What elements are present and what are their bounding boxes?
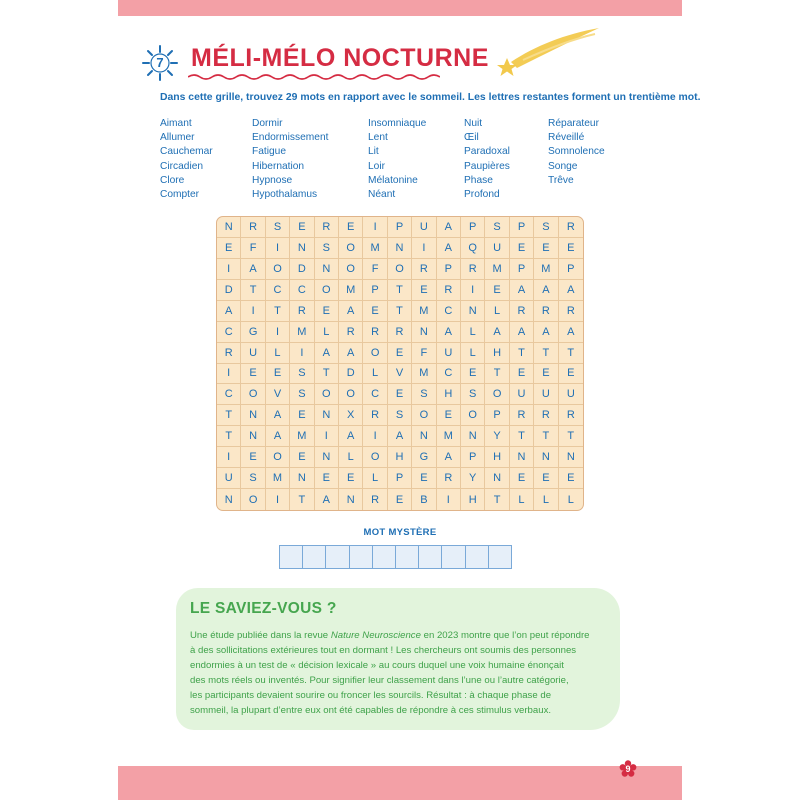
grid-cell[interactable]: O [241,489,265,510]
grid-cell[interactable]: E [388,343,412,364]
grid-cell[interactable]: A [437,322,461,343]
word-item: Nuit [464,118,483,129]
word-item: Endormissement [252,132,329,144]
grid-cell[interactable]: L [363,468,387,489]
grid-cell[interactable]: N [412,426,436,447]
grid-cell[interactable]: C [217,384,241,405]
grid-cell[interactable]: E [339,217,363,238]
grid-cell[interactable]: Y [461,468,485,489]
grid-cell[interactable]: N [241,405,265,426]
fact-line: à des sollicitations extérieures tout en dormant ! Les chercheurs ont soumis des personnes [190,645,577,657]
grid-cell[interactable]: M [534,259,558,280]
grid-cell[interactable]: M [290,322,314,343]
grid-cell[interactable]: O [266,447,290,468]
grid-cell[interactable]: N [461,426,485,447]
grid-cell[interactable]: E [388,489,412,510]
page-number: 9 [625,764,631,774]
fact-line: les participants devaient sourire ou froncer les sourcils. Résultat : à chaque phase de [190,690,552,702]
grid-cell[interactable]: S [266,217,290,238]
grid-cell[interactable]: T [485,489,509,510]
grid-cell[interactable]: P [437,259,461,280]
grid-cell[interactable]: C [266,280,290,301]
grid-cell[interactable]: A [315,343,339,364]
grid-cell[interactable]: I [412,238,436,259]
grid-cell[interactable]: T [559,426,583,447]
grid-cell[interactable]: A [559,280,583,301]
grid-cell[interactable]: V [388,364,412,385]
grid-cell[interactable]: T [534,426,558,447]
grid-cell[interactable]: N [217,217,241,238]
grid-cell[interactable]: H [437,384,461,405]
grid-cell[interactable]: O [461,405,485,426]
grid-cell[interactable]: L [567,493,574,506]
grid-cell[interactable]: E [534,364,558,385]
grid-cell[interactable]: I [217,447,241,468]
grid-cell[interactable]: E [461,364,485,385]
mystery-letter-box[interactable] [465,545,489,569]
grid-cell[interactable]: U [217,468,241,489]
mystery-letter-box[interactable] [302,545,326,569]
grid-cell[interactable]: L [534,489,558,510]
word-list-column-3 [368,117,426,202]
mystery-letter-box[interactable] [418,545,442,569]
grid-cell[interactable]: P [388,217,412,238]
grid-cell[interactable]: A [437,447,461,468]
grid-cell[interactable]: O [315,280,339,301]
grid-cell[interactable]: H [388,447,412,468]
grid-cell[interactable]: M [363,238,387,259]
grid-cell[interactable]: R [510,405,534,426]
grid-cell[interactable]: I [290,343,314,364]
grid-cell[interactable]: I [461,280,485,301]
mystery-letter-box[interactable] [395,545,419,569]
grid-cell[interactable]: H [461,489,485,510]
grid-cell[interactable]: C [437,301,461,322]
exercise-number: 7 [156,55,164,70]
word-list-column-2 [252,117,328,202]
word-item: Phase [464,174,493,186]
grid-cell[interactable]: A [510,280,534,301]
mystery-letter-box[interactable] [325,545,349,569]
word-item: Œil [464,132,479,144]
grid-cell[interactable]: S [485,217,509,238]
grid-cell[interactable]: Y [485,426,509,447]
grid-cell[interactable]: S [290,364,314,385]
grid-cell[interactable]: I [437,489,461,510]
word-item: Allumer [160,132,195,144]
grid-cell[interactable]: O [315,384,339,405]
grid-cell[interactable]: U [412,217,436,238]
word-item: Profond [464,189,500,201]
grid-cell[interactable]: T [510,343,534,364]
grid-cell[interactable]: A [510,322,534,343]
grid-cell[interactable]: P [461,447,485,468]
grid-cell[interactable]: A [241,259,265,280]
grid-cell[interactable]: T [241,280,265,301]
word-item: Hypothalamus [252,189,318,201]
grid-cell[interactable]: L [461,322,485,343]
did-you-know-text [190,628,620,719]
grid-cell[interactable]: A [437,217,461,238]
mystery-letter-box[interactable] [349,545,373,569]
top-band [118,0,682,16]
grid-cell[interactable]: I [266,322,290,343]
grid-cell[interactable]: O [412,405,436,426]
grid-cell[interactable]: A [388,426,412,447]
grid-cell[interactable]: O [388,259,412,280]
grid-cell[interactable]: T [290,489,314,510]
grid-cell[interactable]: N [461,301,485,322]
grid-cell[interactable]: T [534,343,558,364]
grid-cell[interactable]: E [217,238,241,259]
word-item: Mélatonine [368,174,418,186]
grid-cell[interactable]: S [315,238,339,259]
grid-cell[interactable]: N [412,322,436,343]
grid-cell[interactable]: H [485,447,509,468]
grid-cell[interactable]: N [510,447,534,468]
grid-cell[interactable]: N [339,489,363,510]
fact-line [190,628,620,643]
mystery-letter-box[interactable] [488,545,512,569]
grid-cell[interactable]: T [315,364,339,385]
grid-cell[interactable]: H [485,343,509,364]
grid-cell[interactable]: A [315,489,339,510]
grid-cell[interactable]: E [339,468,363,489]
word-search-grid [216,216,584,511]
fact-line-end: en 2023 montre que l’on peut répondre [420,630,590,641]
grid-cell[interactable]: E [510,238,534,259]
grid-cell[interactable]: A [339,301,363,322]
grid-cell[interactable]: I [315,426,339,447]
grid-cell[interactable]: A [437,238,461,259]
grid-cell[interactable]: S [461,384,485,405]
word-item: Réveillé [548,132,585,144]
word-item: Dormir [252,118,283,129]
grid-cell[interactable]: F [363,259,387,280]
grid-cell[interactable]: L [485,301,509,322]
grid-cell[interactable]: E [315,468,339,489]
grid-cell[interactable]: R [363,489,387,510]
grid-cell[interactable]: T [510,426,534,447]
grid-cell[interactable]: A [534,280,558,301]
page-title: MÉLI-MÉLO NOCTURNE [191,44,489,72]
grid-cell[interactable]: E [510,364,534,385]
grid-cell[interactable]: E [241,447,265,468]
grid-cell[interactable]: P [510,217,534,238]
fact-line: endormies à un test de « décision lexicale » au cours duquel une voix humaine énonçait [190,660,564,672]
grid-cell[interactable]: R [510,301,534,322]
word-item: Réparateur [548,118,599,129]
grid-cell[interactable]: E [559,364,583,385]
grid-cell[interactable]: P [388,468,412,489]
word-item: Circadien [160,160,204,172]
grid-cell[interactable]: R [217,343,241,364]
grid-cell[interactable]: T [217,426,241,447]
grid-cell[interactable]: L [315,322,339,343]
grid-cell[interactable]: E [388,384,412,405]
grid-cell[interactable]: T [485,364,509,385]
grid-cell[interactable]: R [388,322,412,343]
grid-cell[interactable]: E [510,468,534,489]
grid-cell[interactable]: G [241,322,265,343]
grid-cell[interactable]: P [559,259,583,280]
word-item: Paupières [464,160,510,172]
grid-cell[interactable]: O [363,343,387,364]
grid-cell[interactable]: E [559,238,583,259]
grid-cell[interactable]: M [412,364,436,385]
grid-cell[interactable]: C [217,322,241,343]
grid-cell[interactable]: E [485,280,509,301]
word-list-column-4 [464,117,510,202]
fact-line-start: Une étude publiée dans la revue [190,630,331,641]
grid-cell[interactable]: O [363,447,387,468]
grid-cell[interactable]: U [437,343,461,364]
grid-cell[interactable]: L [510,489,534,510]
grid-cell[interactable]: U [559,384,583,405]
grid-cell[interactable]: C [363,384,387,405]
grid-cell[interactable]: O [339,384,363,405]
grid-cell[interactable]: N [315,259,339,280]
grid-cell[interactable]: L [461,343,485,364]
word-item: Compter [160,189,200,201]
grid-cell[interactable]: T [266,301,290,322]
grid-cell[interactable]: T [559,343,583,364]
grid-cell[interactable]: Q [461,238,485,259]
shooting-star-icon [495,24,605,76]
grid-cell[interactable]: A [559,322,583,343]
grid-cell[interactable]: N [315,405,339,426]
grid-cell[interactable]: R [363,405,387,426]
grid-cell[interactable]: R [559,301,583,322]
fact-line: des mots réels ou inventés. Pour signifier leur classement dans l’une ou l’autre catégorie, [190,675,569,687]
grid-cell[interactable]: T [388,301,412,322]
grid-cell[interactable]: N [315,447,339,468]
grid-cell[interactable]: A [217,301,241,322]
grid-cell[interactable]: F [241,238,265,259]
grid-cell[interactable]: P [363,280,387,301]
grid-cell[interactable]: E [534,468,558,489]
grid-cell[interactable]: S [412,384,436,405]
journal-name: Nature Neuroscience [330,630,421,641]
word-item: Songe [548,160,578,172]
word-item: Fatigue [252,146,286,158]
word-item: Lent [368,132,388,144]
mystery-letter-box[interactable] [372,545,396,569]
grid-cell[interactable]: N [217,489,241,510]
word-item: Somnolence [548,146,605,158]
grid-cell[interactable]: I [217,259,241,280]
grid-cell[interactable]: O [241,384,265,405]
grid-cell[interactable]: N [290,468,314,489]
word-list-column-5 [548,117,605,188]
grid-cell[interactable]: A [266,426,290,447]
grid-cell[interactable]: T [217,405,241,426]
word-item: Aimant [160,118,192,129]
grid-cell[interactable]: I [241,301,265,322]
bottom-band [118,766,682,800]
grid-cell[interactable]: L [266,343,290,364]
grid-cell[interactable]: R [315,217,339,238]
grid-cell[interactable]: R [339,322,363,343]
grid-cell[interactable]: C [290,280,314,301]
grid-cell[interactable]: R [534,405,558,426]
grid-cell[interactable]: E [290,447,314,468]
mystery-letter-box[interactable] [279,545,303,569]
grid-cell[interactable]: R [559,217,583,238]
grid-cell[interactable]: D [290,259,314,280]
grid-cell[interactable]: A [485,322,509,343]
grid-cell[interactable]: I [363,217,387,238]
grid-cell[interactable]: G [412,447,436,468]
grid-cell[interactable]: X [339,405,363,426]
grid-cell[interactable]: N [485,468,509,489]
grid-cell[interactable]: M [290,426,314,447]
grid-cell[interactable]: A [534,322,558,343]
grid-cell[interactable]: E [315,301,339,322]
word-item: Paradoxal [464,146,510,158]
grid-cell[interactable]: O [485,384,509,405]
grid-cell[interactable]: V [266,384,290,405]
grid-cell[interactable]: S [241,468,265,489]
grid-cell[interactable]: M [412,301,436,322]
grid-cell[interactable]: O [339,238,363,259]
page-number-badge [619,760,637,778]
grid-cell[interactable]: E [412,280,436,301]
word-item: Cauchemar [160,146,213,158]
grid-cell[interactable]: R [534,301,558,322]
grid-cell[interactable]: P [485,405,509,426]
grid-cell[interactable]: E [534,238,558,259]
word-item: Trêve [548,174,574,186]
word-list-column-1 [160,117,213,202]
grid-cell[interactable]: M [437,426,461,447]
word-item: Lit [368,146,379,158]
grid-cell[interactable]: E [412,468,436,489]
grid-cell[interactable]: S [534,217,558,238]
mystery-letter-box[interactable] [441,545,465,569]
grid-cell[interactable]: B [412,489,436,510]
grid-cell[interactable]: R [412,259,436,280]
grid-cell[interactable]: M [339,280,363,301]
word-item: Loir [368,160,385,172]
grid-cell[interactable]: R [437,280,461,301]
grid-cell[interactable]: E [290,405,314,426]
grid-cell[interactable]: F [412,343,436,364]
grid-cell[interactable]: U [510,384,534,405]
grid-cell[interactable]: E [559,468,583,489]
grid-cell[interactable]: I [217,364,241,385]
grid-cell[interactable]: R [461,259,485,280]
grid-cell[interactable]: U [534,384,558,405]
grid-cell[interactable]: L [363,364,387,385]
word-item: Hypnose [252,174,293,186]
grid-cell[interactable]: N [534,447,558,468]
grid-cell[interactable]: S [290,384,314,405]
grid-cell[interactable]: D [339,364,363,385]
grid-cell[interactable]: I [266,489,290,510]
grid-cell[interactable]: R [290,301,314,322]
grid-cell[interactable]: E [437,405,461,426]
word-item: Hibernation [252,160,305,172]
fact-line: sommeil, la plupart d’entre eux ont été capables de répondre à ces stimulus verbaux. [190,705,552,717]
grid-cell[interactable]: R [437,468,461,489]
word-item: Insomniaque [368,118,427,129]
grid-cell[interactable]: M [485,259,509,280]
grid-cell[interactable]: O [266,259,290,280]
word-item: Clore [160,174,185,186]
grid-cell[interactable]: I [363,426,387,447]
grid-cell[interactable]: A [339,343,363,364]
title-underline-wave [188,73,440,81]
grid-cell[interactable]: C [437,364,461,385]
grid-cell[interactable]: R [363,322,387,343]
mystery-word-boxes [279,545,511,569]
grid-cell[interactable]: L [339,447,363,468]
grid-cell[interactable]: P [461,217,485,238]
grid-cell[interactable]: E [290,217,314,238]
grid-cell[interactable]: U [485,238,509,259]
grid-cell[interactable]: D [217,280,241,301]
grid-cell[interactable]: E [266,364,290,385]
grid-cell[interactable]: E [241,364,265,385]
grid-cell[interactable]: I [266,238,290,259]
grid-cell[interactable]: N [241,426,265,447]
grid-cell[interactable]: E [363,301,387,322]
instructions-text: Dans cette grille, trouvez 29 mots en rapport avec le sommeil. Les lettres restantes forment un trentième mot. [160,92,701,103]
grid-cell[interactable]: A [339,426,363,447]
grid-cell[interactable]: N [388,238,412,259]
grid-cell[interactable]: R [559,405,583,426]
grid-cell[interactable]: S [388,405,412,426]
grid-cell[interactable]: P [510,259,534,280]
grid-cell[interactable]: T [388,280,412,301]
grid-cell[interactable]: M [266,468,290,489]
grid-cell[interactable]: R [241,217,265,238]
grid-cell[interactable]: U [241,343,265,364]
did-you-know-title: LE SAVIEZ-VOUS ? [190,600,337,617]
grid-cell[interactable]: O [339,259,363,280]
grid-cell[interactable]: N [290,238,314,259]
word-item: Néant [368,189,396,201]
mystery-word-label: MOT MYSTÈRE [363,527,437,538]
grid-cell[interactable]: N [559,447,583,468]
exercise-number-badge [142,45,178,81]
grid-cell[interactable]: A [266,405,290,426]
